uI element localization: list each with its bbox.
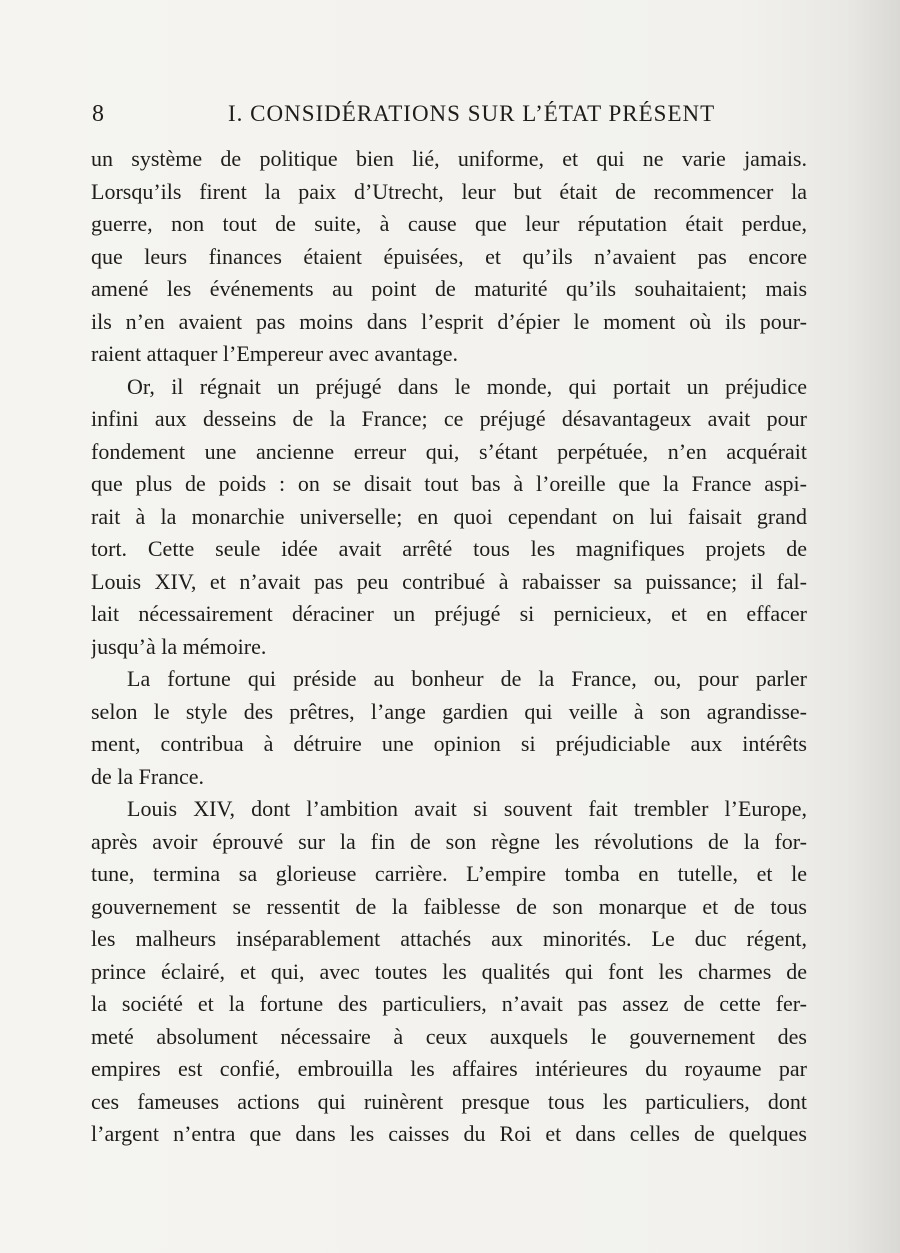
- text-line: gouvernement se ressentit de la faiblesse de son monarque et de tous: [91, 893, 807, 919]
- paragraph-3: [91, 663, 807, 793]
- text-line: jusqu’à la mémoire.: [91, 633, 267, 659]
- text-line: guerre, non tout de suite, à cause que leur réputation était perdue,: [91, 211, 807, 236]
- paragraph-4: [91, 793, 807, 1151]
- text-line: amené les événements au point de maturité qu’ils souhaitaient; mais: [91, 276, 807, 301]
- text-line: fondement une ancienne erreur qui, s’étant perpétuée, n’en acquérait: [91, 438, 807, 464]
- text-line: ment, contribua à détruire une opinion si préjudiciable aux intérêts: [91, 731, 807, 756]
- body-text: [91, 143, 807, 1151]
- text-line: Louis XIV, dont l’ambition avait si souvent fait trembler l’Europe,: [127, 796, 807, 821]
- page-header: [92, 98, 812, 134]
- text-line: de la France.: [91, 763, 204, 789]
- text-line: après avoir éprouvé sur la fin de son règne les révolutions de la for-: [91, 828, 807, 854]
- text-line: raient attaquer l’Empereur avec avantage.: [91, 341, 459, 366]
- text-line: Or, il régnait un préjugé dans le monde, qui portait un préjudice: [127, 373, 807, 399]
- text-line: La fortune qui préside au bonheur de la France, ou, pour parler: [127, 666, 807, 691]
- text-line: prince éclairé, et qui, avec toutes les qualités qui font les charmes de: [91, 958, 807, 984]
- text-line: les malheurs inséparablement attachés aux minorités. Le duc régent,: [91, 926, 807, 951]
- page-number: 8: [92, 101, 104, 127]
- text-line: un système de politique bien lié, uniforme, et qui ne varie jamais.: [91, 146, 807, 171]
- text-line: Lorsqu’ils firent la paix d’Utrecht, leur but était de recommencer la: [91, 178, 807, 204]
- text-line: tort. Cette seule idée avait arrêté tous les magnifiques projets de: [91, 536, 807, 561]
- text-line: la société et la fortune des particuliers, n’avait pas assez de cette fer-: [91, 991, 807, 1016]
- paragraph-2: [91, 371, 807, 664]
- text-line: meté absolument nécessaire à ceux auxquels le gouvernement des: [91, 1023, 807, 1049]
- running-head: I. CONSIDÉRATIONS SUR L’ÉTAT PRÉSENT: [228, 101, 716, 126]
- text-line: ces fameuses actions qui ruinèrent presque tous les particuliers, dont: [91, 1088, 807, 1114]
- text-line: Louis XIV, et n’avait pas peu contribué à rabaisser sa puissance; il fal-: [91, 568, 807, 594]
- text-line: empires est confié, embrouilla les affaires intérieures du royaume par: [91, 1056, 807, 1081]
- text-line: infini aux desseins de la France; ce préjugé désavantageux avait pour: [91, 406, 807, 431]
- text-line: lait nécessairement déraciner un préjugé si pernicieux, et en effacer: [91, 601, 807, 626]
- text-line: selon le style des prêtres, l’ange gardien qui veille à son agrandisse-: [91, 698, 807, 724]
- text-line: que leurs finances étaient épuisées, et qu’ils n’avaient pas encore: [91, 243, 807, 269]
- text-line: ils n’en avaient pas moins dans l’esprit d’épier le moment où ils pour-: [91, 308, 807, 334]
- paragraph-1: [91, 143, 807, 371]
- text-line: rait à la monarchie universelle; en quoi cependant on lui faisait grand: [91, 503, 807, 529]
- text-line: l’argent n’entra que dans les caisses du Roi et dans celles de quelques: [91, 1121, 807, 1146]
- text-line: tune, termina sa glorieuse carrière. L’empire tomba en tutelle, et le: [91, 861, 807, 886]
- text-line: que plus de poids : on se disait tout bas à l’oreille que la France aspi-: [91, 471, 807, 496]
